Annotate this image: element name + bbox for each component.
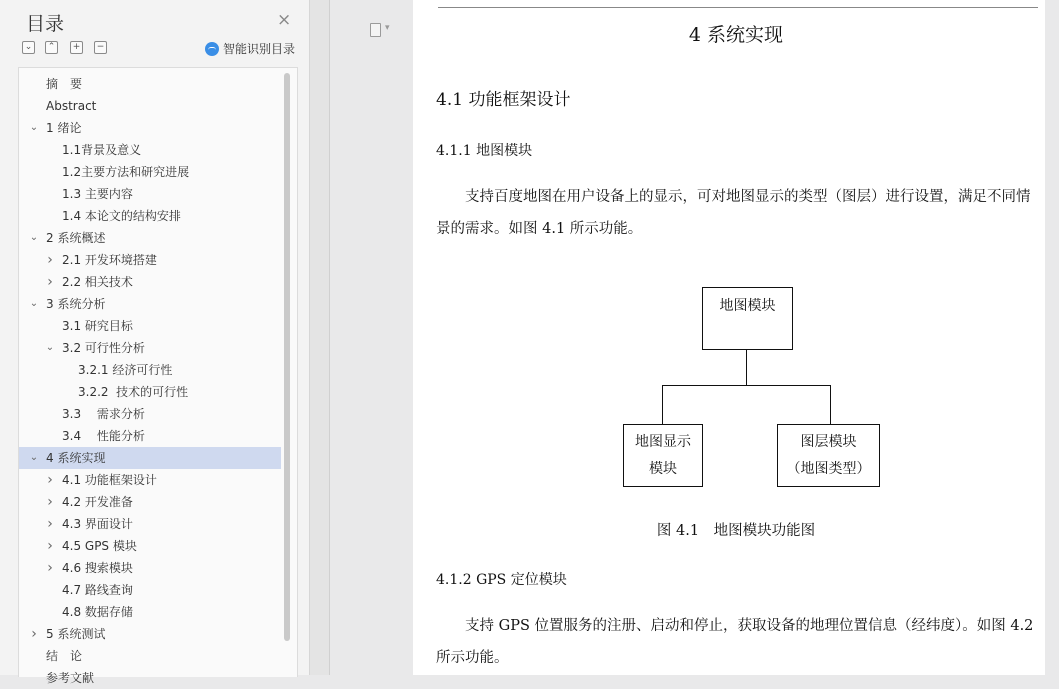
toc-item[interactable]: [19, 645, 281, 667]
toc-item-label: 结 论: [46, 649, 83, 663]
chevron-down-icon[interactable]: ⌄: [45, 342, 55, 353]
diagram-box-layer-module-line1: 图层模块: [800, 434, 857, 450]
diagram-connector-right: [830, 385, 831, 425]
smart-toc-label: 智能识别目录: [223, 42, 296, 56]
chevron-down-icon[interactable]: ⌄: [29, 122, 39, 133]
diagram-box-map-module-label: 地图模块: [719, 298, 776, 314]
chevron-right-icon[interactable]: ›: [47, 538, 53, 554]
toc-item[interactable]: [19, 381, 281, 403]
toc-item-label: 3.1 研究目标: [62, 319, 133, 333]
toc-item[interactable]: [19, 227, 281, 249]
toc-item-label: 4.1 功能框架设计: [62, 473, 157, 487]
toc-item-label: 4.5 GPS 模块: [62, 539, 137, 553]
toc-item[interactable]: [19, 205, 281, 227]
add-heading-icon[interactable]: +: [70, 41, 83, 54]
paragraph-gps-module: 支持 GPS 位置服务的注册、启动和停止，获取设备的地理位置信息（经纬度）。如图 4.2 所示功能。: [436, 618, 1034, 666]
toc-item-label: 3.4 性能分析: [62, 429, 145, 443]
toc-item[interactable]: [19, 359, 281, 381]
smart-toc-icon: [205, 42, 219, 56]
chevron-right-icon[interactable]: ›: [31, 626, 37, 642]
chevron-right-icon[interactable]: ›: [47, 252, 53, 268]
diagram-box-map-display-line2: 模块: [649, 461, 677, 477]
toc-scrollbar[interactable]: [284, 73, 290, 641]
toc-item[interactable]: [19, 315, 281, 337]
toc-item[interactable]: [19, 601, 281, 623]
toc-item-label: 1.2主要方法和研究进展: [62, 165, 190, 179]
toc-item[interactable]: [19, 535, 281, 557]
smart-toc-button[interactable]: [205, 40, 295, 57]
toc-item-label: 3.2.1 经济可行性: [78, 363, 173, 377]
toc-item[interactable]: [19, 249, 281, 271]
section-heading-4-1-2: 4.1.2 GPS 定位模块: [436, 572, 567, 588]
toc-item[interactable]: [19, 183, 281, 205]
diagram-box-map-display-line1: 地图显示: [635, 434, 691, 450]
toc-item[interactable]: [19, 271, 281, 293]
toc-item[interactable]: [19, 579, 281, 601]
toc-item-label: 3.3 需求分析: [62, 407, 145, 421]
toc-item-label: 1 绪论: [46, 121, 82, 135]
toc-item-label: 2.1 开发环境搭建: [62, 253, 157, 267]
toc-item-label: 4.2 开发准备: [62, 495, 133, 509]
diagram-connector-bar: [662, 385, 831, 386]
toc-item[interactable]: [19, 95, 281, 117]
diagram-connector-left: [662, 385, 663, 425]
chevron-right-icon[interactable]: ›: [47, 274, 53, 290]
toc-item[interactable]: [19, 337, 281, 359]
diagram-box-map-display: [623, 424, 703, 487]
page-view-icon[interactable]: [370, 23, 381, 37]
toc-item-label: 4.3 界面设计: [62, 517, 133, 531]
toc-item[interactable]: [19, 623, 281, 645]
toc-item-label: 摘 要: [46, 77, 83, 91]
diagram-connector-trunk: [746, 349, 747, 385]
chevron-down-icon[interactable]: ⌄: [29, 232, 39, 243]
toc-item-label: 4 系统实现: [46, 451, 106, 465]
toc-item[interactable]: [19, 293, 281, 315]
toc-item[interactable]: [19, 469, 281, 491]
toc-item-label: 5 系统测试: [46, 627, 106, 641]
toc-item-label: 4.6 搜索模块: [62, 561, 133, 575]
toc-item-label: 1.4 本论文的结构安排: [62, 209, 181, 223]
chevron-right-icon[interactable]: ›: [47, 516, 53, 532]
remove-heading-icon[interactable]: −: [94, 41, 107, 54]
toc-item[interactable]: [19, 161, 281, 183]
chapter-title: 4 系统实现: [688, 24, 784, 46]
toc-panel: [18, 67, 298, 685]
chevron-right-icon[interactable]: ›: [47, 560, 53, 576]
toc-item-label: Abstract: [46, 99, 97, 113]
diagram-box-layer-module: [777, 424, 880, 487]
diagram-box-layer-module-line2: （地图类型）: [786, 461, 871, 477]
toc-item-label: 2 系统概述: [46, 231, 106, 245]
expand-all-icon[interactable]: ⌃: [45, 41, 58, 54]
toc-item[interactable]: [19, 139, 281, 161]
toc-title: 目录: [26, 13, 65, 35]
page-header-rule: [438, 7, 1038, 8]
toc-item-label: 2.2 相关技术: [62, 275, 133, 289]
chevron-right-icon[interactable]: ›: [47, 494, 53, 510]
toc-item[interactable]: [19, 425, 281, 447]
toc-item-label: 3 系统分析: [46, 297, 106, 311]
chevron-down-icon[interactable]: ⌄: [29, 298, 39, 309]
toc-item-label: 3.2.2 技术的可行性: [78, 385, 189, 399]
toc-item-label: 1.3 主要内容: [62, 187, 133, 201]
toc-item[interactable]: [19, 403, 281, 425]
toc-list: [19, 73, 281, 689]
toc-item-label: 3.2 可行性分析: [62, 341, 145, 355]
paragraph-map-module: 支持百度地图在用户设备上的显示，可对地图显示的类型（图层）进行设置，满足不同情景的需求。如图 4.1 所示功能。: [436, 189, 1031, 237]
toc-item-label: 4.8 数据存储: [62, 605, 133, 619]
sidebar-splitter[interactable]: [310, 0, 330, 675]
close-icon[interactable]: ×: [277, 10, 292, 30]
toc-item[interactable]: [19, 447, 281, 469]
toc-item-label: 1.1背景及意义: [62, 143, 142, 157]
toc-item[interactable]: [19, 513, 281, 535]
section-heading-4-1: 4.1 功能框架设计: [436, 90, 571, 110]
toc-item[interactable]: [19, 117, 281, 139]
toc-item[interactable]: [19, 667, 281, 689]
diagram-box-map-module: [702, 287, 793, 350]
toc-item-label: 4.7 路线查询: [62, 583, 133, 597]
toc-item[interactable]: [19, 557, 281, 579]
chevron-down-icon[interactable]: ⌄: [29, 452, 39, 463]
collapse-all-icon[interactable]: ⌄: [22, 41, 35, 54]
toc-item-label: 参考文献: [46, 671, 95, 685]
toc-sidebar: [0, 0, 310, 685]
chevron-right-icon[interactable]: ›: [47, 472, 53, 488]
document-page[interactable]: [413, 0, 1045, 675]
figure-caption: 图 4.1 地图模块功能图: [656, 523, 816, 539]
toc-item[interactable]: [19, 491, 281, 513]
toc-item[interactable]: [19, 73, 281, 95]
section-heading-4-1-1: 4.1.1 地图模块: [436, 143, 533, 159]
